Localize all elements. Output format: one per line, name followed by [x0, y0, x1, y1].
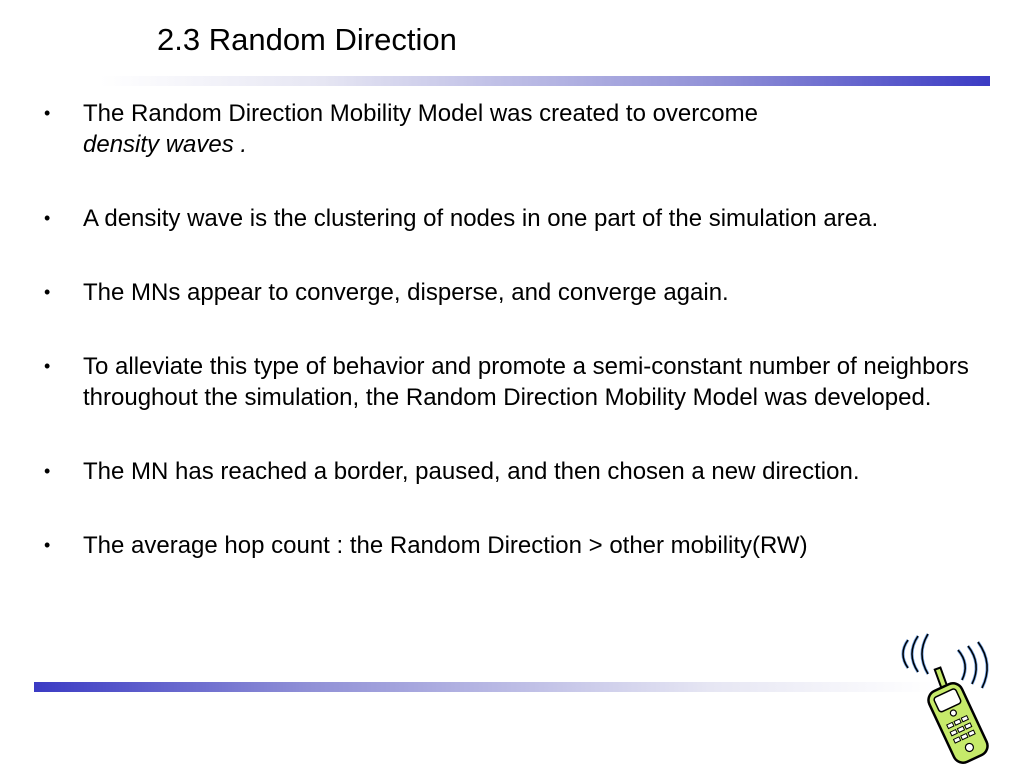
- bullet-text: The MN has reached a border, paused, and then chosen a new direction.: [83, 458, 860, 485]
- bullet-item: [40, 530, 980, 561]
- bullet-marker: •: [44, 282, 51, 302]
- bullet-marker: •: [44, 461, 51, 481]
- bullet-emphasis: density waves .: [83, 131, 248, 158]
- slide-title: 2.3 Random Direction: [157, 22, 457, 57]
- bullet-text: A density wave is the clustering of nodes in one part of the simulation area.: [83, 205, 879, 232]
- bullet-item: [40, 203, 980, 234]
- bullet-item: [40, 351, 980, 413]
- footer-divider-bar: [34, 682, 934, 692]
- bullet-list: [40, 98, 980, 604]
- bullet-item: [40, 98, 980, 160]
- bullet-text: To alleviate this type of behavior and promote a semi-constant number of neighbors throughout the simulation, the Random Direction Mobility Model was developed.: [83, 353, 969, 411]
- bullet-marker: •: [44, 103, 51, 123]
- bullet-text: The average hop count : the Random Direction > other mobility(RW): [83, 532, 808, 559]
- bullet-text: The Random Direction Mobility Model was created to overcome: [83, 100, 758, 127]
- bullet-item: [40, 277, 980, 308]
- cell-phone-icon: [878, 628, 998, 764]
- bullet-text: The MNs appear to converge, disperse, and converge again.: [83, 279, 729, 306]
- bullet-marker: •: [44, 208, 51, 228]
- bullet-marker: •: [44, 356, 51, 376]
- bullet-marker: •: [44, 535, 51, 555]
- title-divider-bar: [100, 76, 990, 86]
- bullet-item: [40, 456, 980, 487]
